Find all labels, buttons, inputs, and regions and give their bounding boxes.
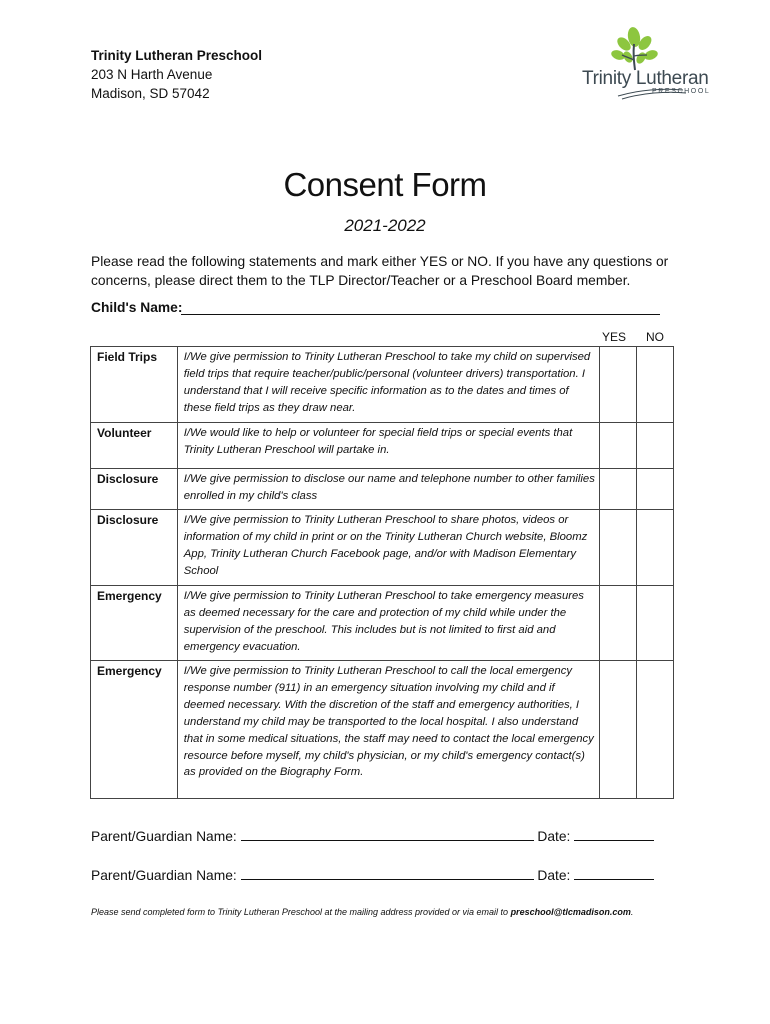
- logo-word-lutheran: Lutheran: [635, 68, 709, 89]
- no-column-header: NO: [646, 330, 664, 344]
- no-checkbox[interactable]: [636, 469, 673, 510]
- date-label: Date:: [537, 868, 571, 883]
- table-row: [91, 469, 674, 510]
- yes-checkbox[interactable]: [600, 423, 636, 469]
- row-statement: I/We would like to help or volunteer for special field trips or special events that Trinity Lutheran Preschool will partake in.: [177, 423, 599, 469]
- guardian-name-field[interactable]: [241, 867, 534, 880]
- yes-checkbox[interactable]: [600, 469, 636, 510]
- table-row: [91, 347, 674, 423]
- row-category: Volunteer: [91, 423, 178, 469]
- row-statement: I/We give permission to Trinity Lutheran Preschool to share photos, videos or information of my child in print or on the Trinity Lutheran Church website, Bloomz App, Trinity Lutheran Church Facebook page, and/or with Madison Elementary School: [177, 510, 599, 586]
- school-logo: [578, 24, 710, 100]
- consent-table: [90, 346, 674, 799]
- footer-note: [91, 907, 633, 917]
- guardian-line-1: [91, 828, 654, 844]
- logo-word-trinity: Trinity: [582, 68, 631, 89]
- no-checkbox[interactable]: [636, 423, 673, 469]
- row-statement: I/We give permission to Trinity Lutheran Preschool to call the local emergency response number (911) in an emergency situation involving my child and if deemed necessary. With the discretion of the staff and emergency authorities, I understand my child may be transported to the local hospital. I also understand that in some medical situations, the staff may need to contact the local emergency resource before myself, my child's physician, or my child's emergency contact(s) as provided on the Biography Form.: [177, 661, 599, 799]
- row-category: Disclosure: [91, 510, 178, 586]
- yes-checkbox[interactable]: [600, 661, 636, 799]
- logo-subtitle: PRESCHOOL: [652, 88, 711, 95]
- table-row: [91, 423, 674, 469]
- org-name: Trinity Lutheran Preschool: [91, 48, 263, 63]
- no-checkbox[interactable]: [636, 661, 673, 799]
- no-checkbox[interactable]: [636, 347, 673, 423]
- row-statement: I/We give permission to disclose our name and telephone number to other families enrolled in my child's class: [177, 469, 599, 510]
- yes-column-header: YES: [601, 330, 626, 344]
- logo-wordmark: [582, 68, 709, 90]
- row-category: Emergency: [91, 661, 178, 799]
- yes-checkbox[interactable]: [600, 347, 636, 423]
- guardian-name-label: Parent/Guardian Name:: [91, 829, 237, 844]
- child-name-field[interactable]: [181, 314, 660, 315]
- guardian-line-2: [91, 867, 654, 883]
- row-category: Field Trips: [91, 347, 178, 423]
- guardian-name-label: Parent/Guardian Name:: [91, 868, 237, 883]
- address-block: [91, 46, 262, 103]
- footer-period: .: [630, 907, 634, 917]
- date-label: Date:: [537, 829, 571, 844]
- yes-checkbox[interactable]: [600, 586, 636, 661]
- no-checkbox[interactable]: [636, 586, 673, 661]
- date-field[interactable]: [574, 828, 654, 841]
- child-name-label: Child's Name:: [91, 300, 183, 315]
- no-checkbox[interactable]: [636, 510, 673, 586]
- row-category: Disclosure: [91, 469, 178, 510]
- table-row: [91, 586, 674, 661]
- guardian-name-field[interactable]: [241, 828, 534, 841]
- footer-email[interactable]: preschool@tlcmadison.com: [510, 907, 631, 917]
- row-statement: I/We give permission to Trinity Lutheran Preschool to take my child on supervised field trips that require teacher/public/personal (volunteer drivers) transportation. I understand that I will receive specific information as to the dates and times of these field trips as they draw near.: [177, 347, 599, 423]
- school-year: 2021-2022: [344, 216, 426, 235]
- row-category: Emergency: [91, 586, 178, 661]
- table-row: [91, 510, 674, 586]
- table-row: [91, 661, 674, 799]
- footer-text: Please send completed form to Trinity Lutheran Preschool at the mailing address provided or via email to: [91, 907, 509, 917]
- instructions: Please read the following statements and mark either YES or NO. If you have any questions or concerns, please direct them to the TLP Director/Teacher or a Preschool Board member.: [91, 254, 669, 288]
- page-title: Consent Form: [283, 166, 487, 203]
- yes-checkbox[interactable]: [600, 510, 636, 586]
- org-city: Madison, SD 57042: [91, 86, 210, 101]
- org-street: 203 N Harth Avenue: [91, 67, 213, 82]
- row-statement: I/We give permission to Trinity Lutheran Preschool to take emergency measures as deemed necessary for the care and protection of my child while under the supervision of the preschool. This includes but is not limited to first aid and emergency evacuation.: [177, 586, 599, 661]
- date-field[interactable]: [574, 867, 654, 880]
